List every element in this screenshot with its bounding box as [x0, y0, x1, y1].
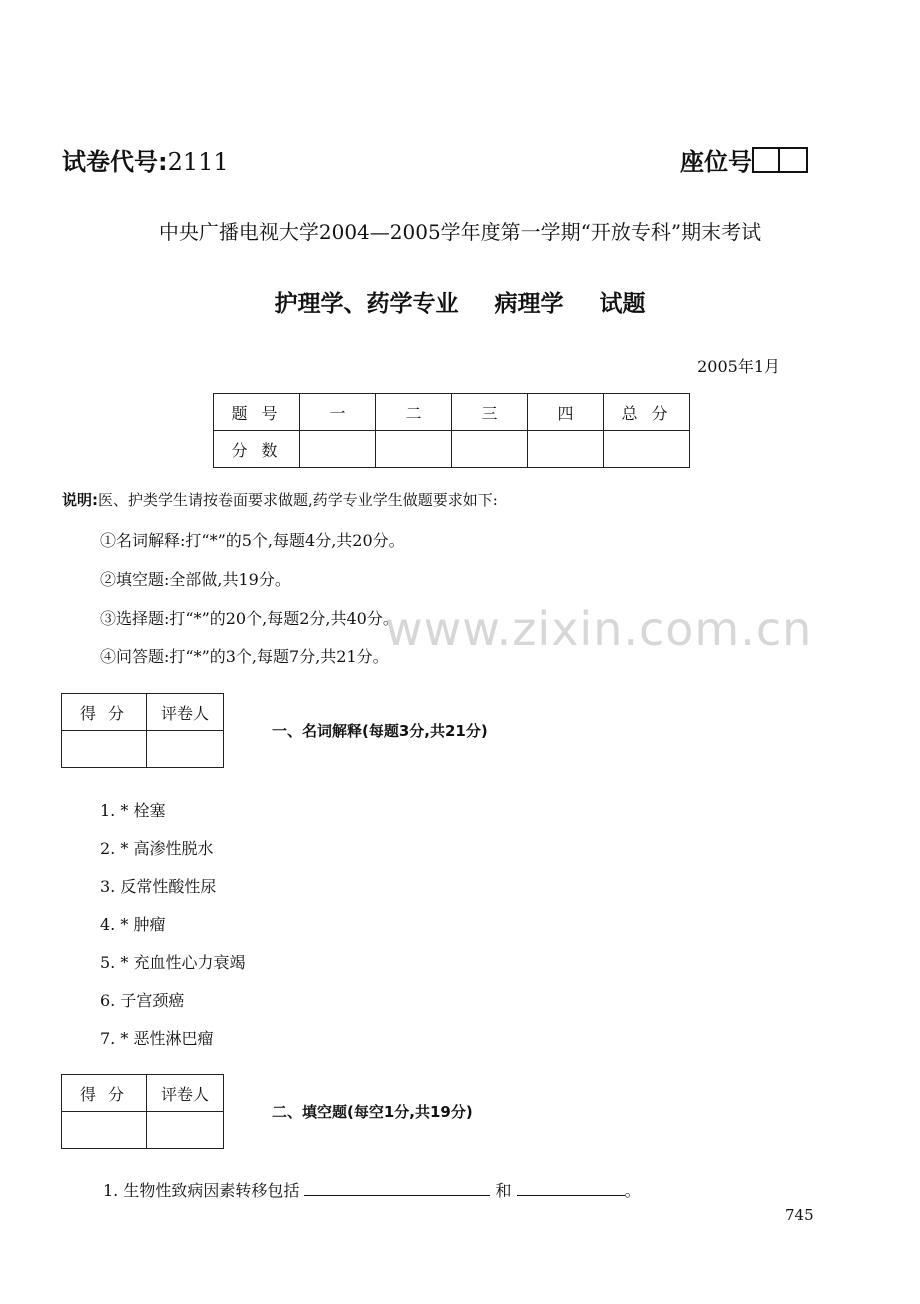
watermark: www.zixin.com.cn: [385, 602, 813, 656]
seat-box: [780, 147, 808, 173]
instruction-item: ③选择题:打“*”的20个,每题2分,共40分。: [100, 609, 399, 628]
instruction-item: ②填空题:全部做,共19分。: [100, 570, 291, 589]
list-item: 7. * 恶性淋巴瘤: [100, 1029, 214, 1048]
question-text: 1. 生物性致病因素转移包括: [103, 1181, 300, 1200]
grader-name-label: 评卷人: [147, 694, 224, 731]
grader-name-cell[interactable]: [147, 731, 224, 768]
score-table-score-row: [214, 431, 690, 468]
subject-suffix: 试题: [599, 291, 646, 317]
section2-title: 二、填空题(每空1分,共19分): [272, 1103, 473, 1121]
grader-score-label: 得分: [62, 1075, 147, 1112]
instructions-label: 说明:: [62, 491, 98, 509]
grader-score-label: 得分: [62, 694, 147, 731]
score-table: [213, 393, 690, 468]
score-table-cell: 题号: [214, 394, 300, 431]
score-table-cell: 二: [376, 394, 452, 431]
answer-blank[interactable]: [304, 1194, 490, 1196]
seat-number: [680, 142, 808, 177]
instructions: [62, 489, 498, 510]
score-table-cell: 总分: [604, 394, 690, 431]
paper-code-value: 2111: [167, 148, 229, 176]
subject-title: [0, 285, 920, 318]
list-item: 5. * 充血性心力衰竭: [100, 953, 246, 972]
list-item: 2. * 高渗性脱水: [100, 839, 214, 858]
score-table-cell: 分数: [214, 431, 300, 468]
grader-score-cell[interactable]: [62, 1112, 147, 1149]
question-connector: 和: [495, 1181, 512, 1200]
score-table-cell: 一: [300, 394, 376, 431]
score-input-cell[interactable]: [300, 431, 376, 468]
instruction-item: ①名词解释:打“*”的5个,每题4分,共20分。: [100, 531, 405, 550]
grader-box: [61, 693, 224, 768]
instructions-text: 医、护类学生请按卷面要求做题,药学专业学生做题要求如下:: [98, 491, 498, 509]
score-input-cell[interactable]: [528, 431, 604, 468]
grader-name-cell[interactable]: [147, 1112, 224, 1149]
score-table-cell: 四: [528, 394, 604, 431]
section1-title: 一、名词解释(每题3分,共21分): [272, 722, 488, 740]
subject-course: 病理学: [494, 291, 564, 317]
score-table-header-row: [214, 394, 690, 431]
list-item: 6. 子宫颈癌: [100, 991, 185, 1010]
list-item: 4. * 肿瘤: [100, 915, 166, 934]
list-item: 1. * 栓塞: [100, 801, 166, 820]
seat-box: [752, 147, 780, 173]
answer-blank[interactable]: [517, 1194, 625, 1196]
paper-code: [62, 142, 229, 177]
fill-blank-question: [103, 1178, 641, 1201]
score-input-cell[interactable]: [604, 431, 690, 468]
score-table-cell: 三: [452, 394, 528, 431]
grader-name-label: 评卷人: [147, 1075, 224, 1112]
seat-label: 座位号: [680, 148, 752, 176]
grader-box: [61, 1074, 224, 1149]
question-end: 。: [624, 1181, 641, 1200]
paper-code-label: 试卷代号:: [62, 148, 168, 176]
page-number: 745: [785, 1206, 814, 1224]
score-input-cell[interactable]: [452, 431, 528, 468]
score-input-cell[interactable]: [376, 431, 452, 468]
subject-major: 护理学、药学专业: [274, 291, 459, 317]
exam-title: 中央广播电视大学2004—2005学年度第一学期“开放专科”期末考试: [158, 220, 762, 244]
instruction-item: ④问答题:打“*”的3个,每题7分,共21分。: [100, 647, 389, 666]
grader-score-cell[interactable]: [62, 731, 147, 768]
list-item: 3. 反常性酸性尿: [100, 877, 217, 896]
exam-date: 2005年1月: [697, 357, 780, 376]
